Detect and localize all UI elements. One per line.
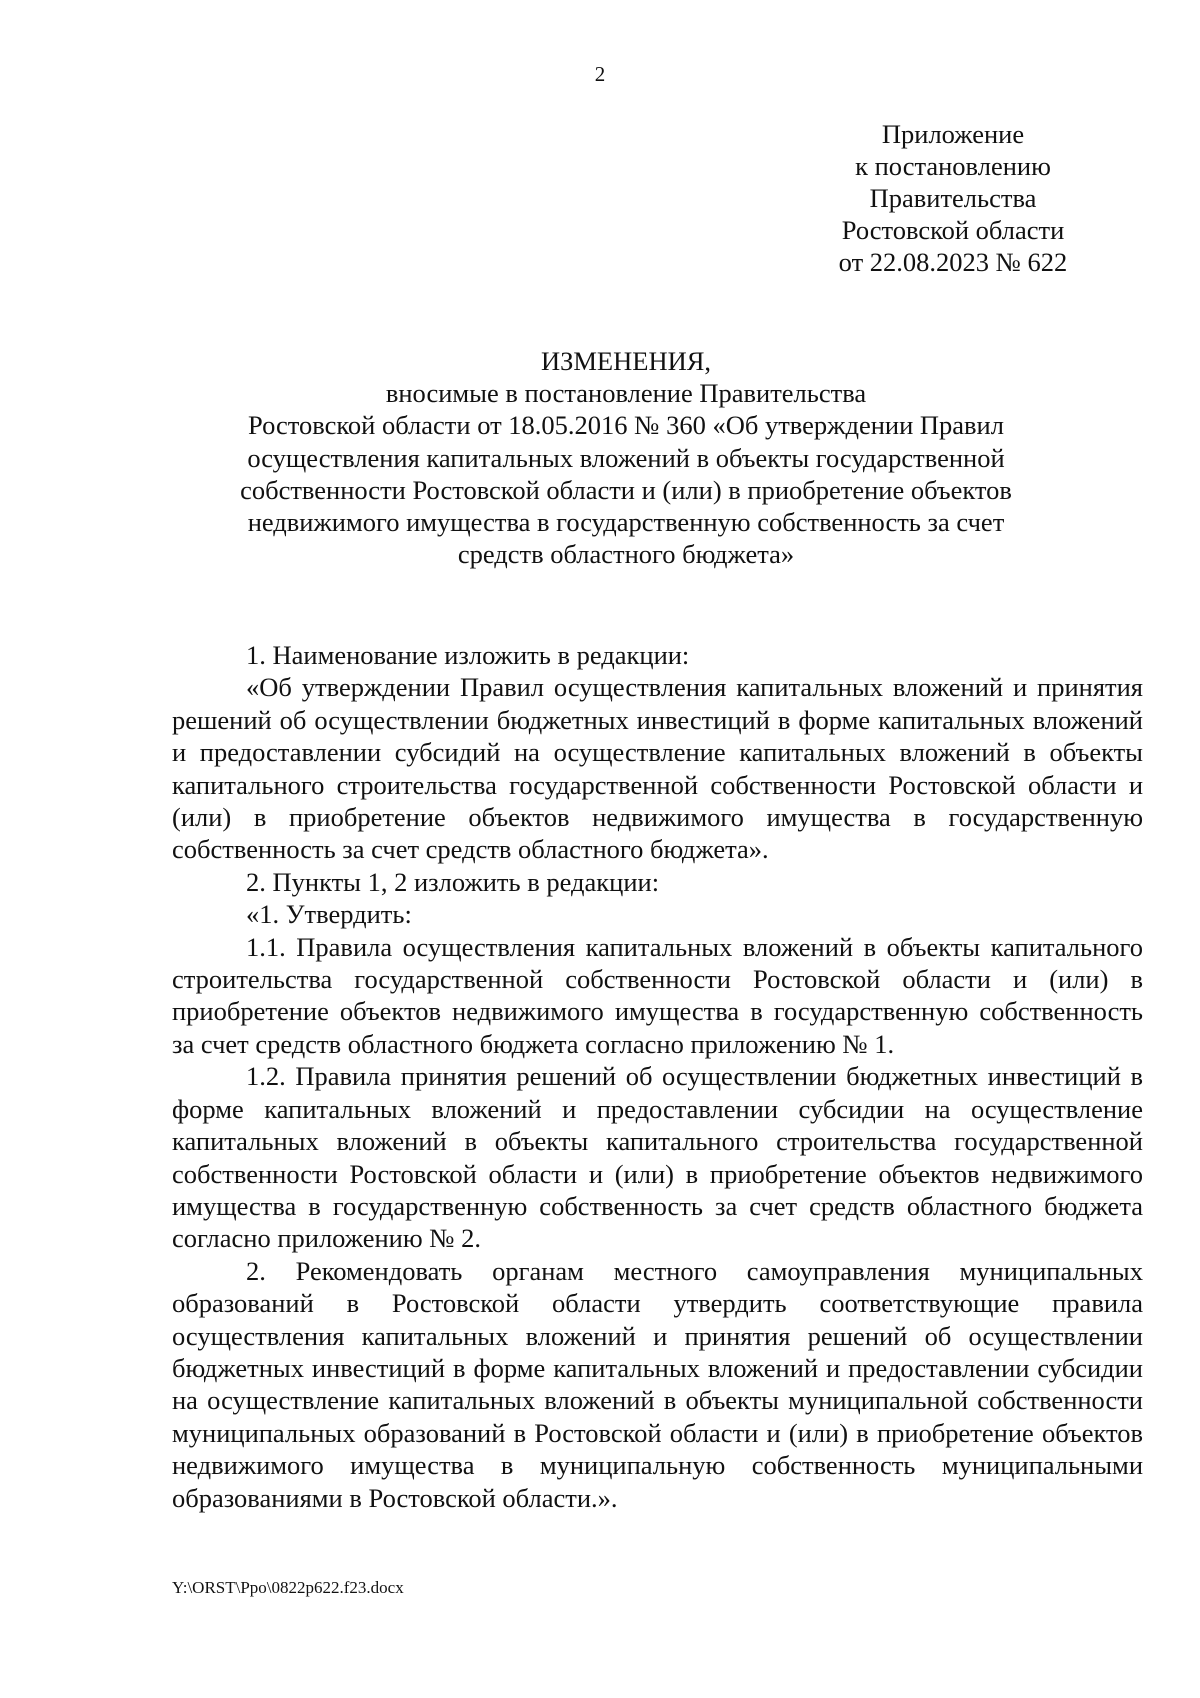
- annex-header: [798, 118, 1108, 278]
- footer-file-path: Y:\ORST\Ppo\0822p622.f23.docx: [172, 1578, 404, 1597]
- title-subtitle-line: осуществления капитальных вложений в объекты государственной: [247, 442, 1005, 473]
- paragraph: «1. Утвердить:: [246, 899, 412, 930]
- title-subtitle-line: вносимые в постановление Правительства: [385, 378, 867, 409]
- title-heading: ИЗМЕНЕНИЯ,: [540, 346, 712, 376]
- annex-line: Приложение: [881, 119, 1025, 149]
- page-number: 2: [594, 62, 606, 86]
- paragraph: «Об утверждении Правил осуществления капитальных вложений и принятия решений об осуществлении бюджетных инвестиций в форме капитальных вложений и предоставлении субсидий на осуществление капитальных вложений в объекты капитального строительства государственной собственности Ростовской области и (или) в приобретение объектов недвижимого имущества в государственную собственность за счет средств областного бюджета».: [172, 672, 1143, 865]
- title-subtitle-line: собственности Ростовской области и (или) в приобретение объектов: [240, 474, 1012, 505]
- annex-line: Правительства: [869, 183, 1037, 213]
- document-body: [172, 639, 1143, 1514]
- annex-line: к постановлению: [855, 151, 1051, 181]
- paragraph: 2. Рекомендовать органам местного самоуправления муниципальных образований в Ростовской области утвердить соответствующие правила осуществления капитальных вложений и принятия решений об осуществлении бюджетных инвестиций в форме капитальных вложений и предоставлении субсидии на осуществление капитальных вложений в объекты муниципальной собственности муниципальных образований в Ростовской области и (или) в приобретение объектов недвижимого имущества в муниципальную собственность муниципальными образованиями в Ростовской области.».: [172, 1255, 1143, 1513]
- paragraph: 1. Наименование изложить в редакции:: [246, 640, 690, 670]
- title-subtitle-line: недвижимого имущества в государственную собственность за счет: [247, 507, 1005, 538]
- document-title: [172, 345, 1080, 570]
- paragraph: 2. Пункты 1, 2 изложить в редакции:: [246, 866, 660, 897]
- title-subtitle-line: средств областного бюджета»: [457, 539, 795, 570]
- annex-line: Ростовской области: [841, 215, 1065, 245]
- paragraph: 1.2. Правила принятия решений об осуществлении бюджетных инвестиций в форме капитальных вложений и предоставлении субсидии на осуществление капитальных вложений в объекты капитального строительства государственной собственности Ростовской области и (или) в приобретение объектов недвижимого имущества в государственную собственность за счет средств областного бюджета согласно приложению № 2.: [172, 1061, 1143, 1254]
- title-subtitle-line: Ростовской области от 18.05.2016 № 360 «Об утверждении Правил: [248, 410, 1004, 441]
- paragraph: 1.1. Правила осуществления капитальных вложений в объекты капитального строительства государственной собственности Ростовской области и (или) в приобретение объектов недвижимого имущества в государственную собственность за счет средств областного бюджета согласно приложению № 1.: [172, 931, 1143, 1059]
- annex-line: от 22.08.2023 № 622: [838, 247, 1068, 277]
